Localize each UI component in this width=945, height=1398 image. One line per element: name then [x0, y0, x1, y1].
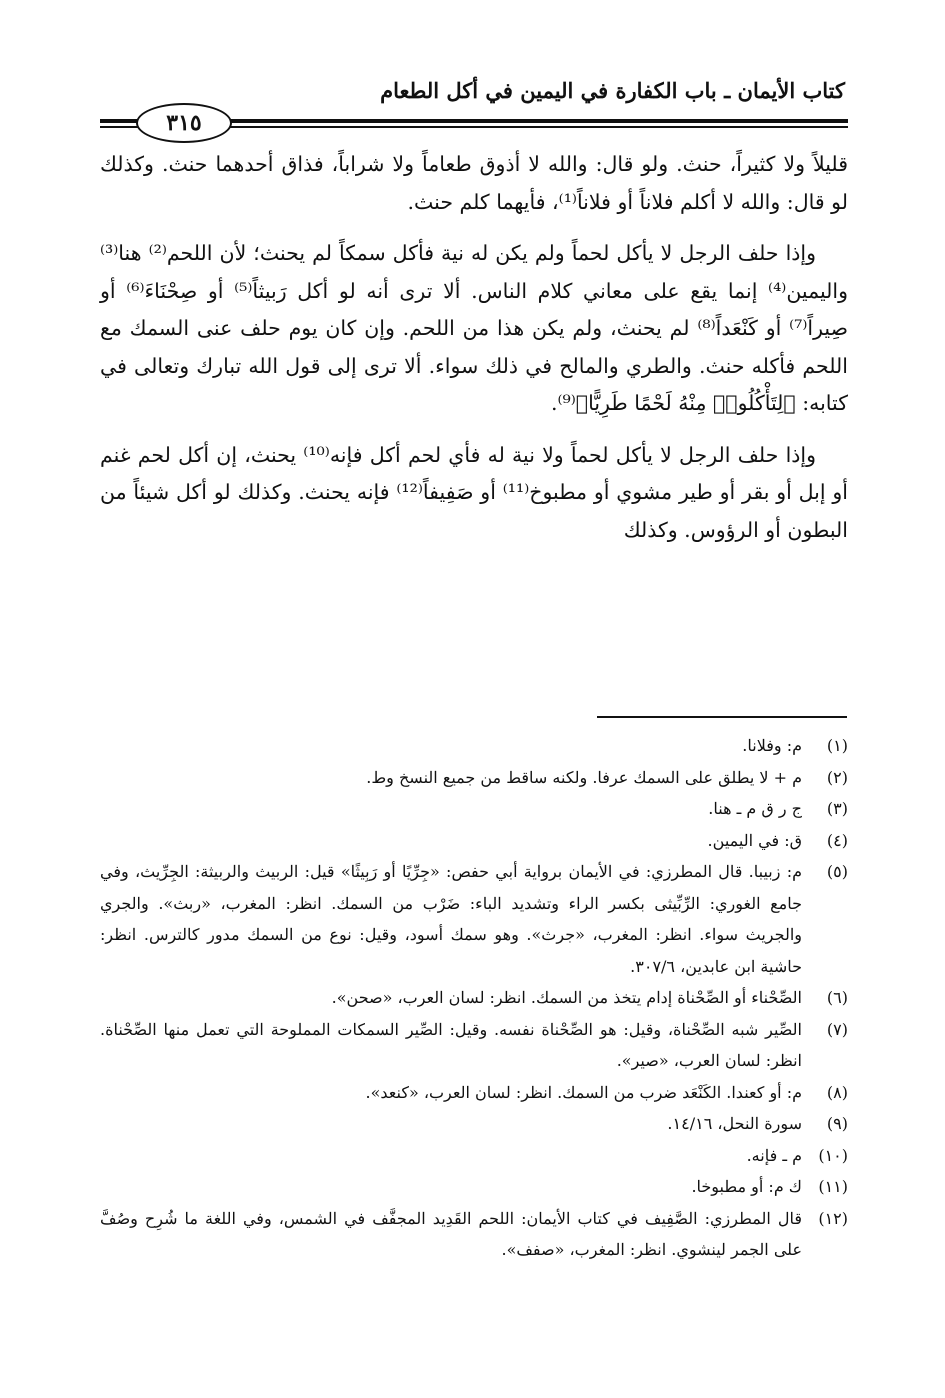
footnote-9: [100, 1108, 848, 1140]
footnote-7: [100, 1014, 848, 1077]
footnote-number: (٥): [826, 862, 848, 881]
footnote-number: (٣): [826, 799, 848, 818]
paragraph-1: قليلاً ولا كثيراً، حنث. ولو قال: والله لا أذوق طعاماً ولا شراباً، فذاق أحدهما حنث. وكذلك لو قال: والله لا أكلم فلاناً أو فلاناً⁽¹⁾، فأيهما كلم حنث.: [100, 152, 848, 214]
footnote-number: (٧): [826, 1019, 848, 1039]
footnote-12: [100, 1203, 848, 1266]
footnote-11: [100, 1171, 848, 1203]
footnote-text: ق: في اليمين.: [707, 830, 802, 850]
footnote-number: (١٠): [818, 1145, 848, 1165]
paragraph-2: وإذا حلف الرجل لا يأكل لحماً ولم يكن له نية فأكل سمكاً لم يحنث؛ لأن اللحم⁽²⁾ هنا⁽³⁾ واليمين⁽⁴⁾ إنما يقع على معاني كلام الناس. ألا ترى أنه لو أكل رَبيثاً⁽⁵⁾ أو صِحْنَاءَ⁽⁶⁾ أو صِيراً⁽⁷⁾ أو كَنْعَداً⁽⁸⁾ لم يحنث، ولم يكن هذا من اللحم. وإن كان يوم حلف عنى السمك مع اللحم فأكله حنث. والطري والمالح في ذلك سواء. ألا ترى إلى قول الله تبارك وتعالى في كتابه: ﴿لِتَأْكُلُوا۟ مِنْهُ لَحْمًا طَرِيًّا﴾⁽⁹⁾.: [100, 241, 848, 415]
page-number-oval: [136, 103, 232, 143]
footnote-1: [100, 730, 848, 762]
footnote-text: الصِّحْناء أو الصِّحْناة إدام يتخذ من السمك. انظر: لسان العرب، «صحن».: [331, 988, 802, 1007]
footnote-number: (١): [826, 736, 848, 755]
footnote-text: قال المطرزي: الصَّفِيف في كتاب الأيمان: اللحم القَدِيد المجفَّف في الشمس، وفي اللغة ما شُرِح وصُفَّ على الجمر لينشوي. انظر: المغرب، «صفف».: [100, 1208, 802, 1259]
footnote-text: م ـ فإنه.: [746, 1145, 802, 1165]
footnote-text: سورة النحل، ١٤/١٦.: [667, 1114, 802, 1133]
footnote-2: [100, 762, 848, 794]
footnote-number: (٢): [826, 767, 848, 787]
footnote-number: (١٢): [818, 1208, 848, 1228]
footnote-4: [100, 825, 848, 857]
page-number: ٣١٥: [166, 110, 202, 136]
footnotes: [100, 730, 848, 1266]
footnote-text: الصِّير شبه الصِّحْناة، وقيل: هو الصِّحْناة نفسه. وقيل: الصِّير السمكات المملوحة التي تعمل منها الصِّحْناة. انظر: لسان العرب، «صير».: [100, 1019, 802, 1070]
footnote-text: م: أو كعندا. الكَنْعَد ضرب من السمك. انظر: لسان العرب، «كنعد».: [365, 1082, 802, 1102]
footnote-separator: [597, 716, 847, 718]
footnote-6: [100, 982, 848, 1014]
footnote-number: (٨): [826, 1082, 848, 1102]
footnote-number: (١١): [818, 1177, 848, 1196]
footnote-text: ج ر ق م ـ هنا.: [708, 799, 802, 818]
running-header-title: كتاب الأيمان ـ باب الكفارة في اليمين في أكل الطعام: [380, 78, 845, 103]
footnote-8: [100, 1077, 848, 1109]
footnote-text: م: زبيبا. قال المطرزي: في الأيمان برواية أبي حفص: «جِرِّيًا أو رَبِيثًا» قيل: الربيث والربيثة: الجِرِّيث، وفي جامع الغوري: الرِّبِّيثى بكسر الراء وتشديد الباء: ضَرْب من السمك. انظر: المغرب، «ربث». والجري والجريث سواء. انظر: المغرب، «جرث». وهو سمك أسود، وقيل: نوع من السمك مدور كالترس. انظر: حاشية ابن عابدين، ٣٠٧/٦.: [100, 862, 802, 976]
footnote-5: [100, 856, 848, 982]
footnote-text: ك م: أو مطبوخا.: [691, 1177, 802, 1196]
footnote-number: (٤): [826, 830, 848, 850]
footnote-10: [100, 1140, 848, 1172]
footnote-3: [100, 793, 848, 825]
footnote-text: م: وفلانا.: [742, 736, 802, 755]
paragraph-3: وإذا حلف الرجل لا يأكل لحماً ولا نية له فأي لحم أكل فإنه⁽¹⁰⁾ يحنث، إن أكل لحم غنم أو إبل أو بقر أو طير مشوي أو مطبوخ⁽¹¹⁾ أو صَفِيفاً⁽¹²⁾ فإنه يحنث. وكذلك لو أكل شيئاً من البطون أو الرؤوس. وكذلك: [100, 442, 848, 542]
main-text: [100, 146, 848, 563]
footnote-number: (٩): [826, 1114, 848, 1133]
footnote-text: م + لا يطلق على السمك عرفا. ولكنه ساقط من جميع النسخ وط.: [366, 767, 802, 787]
footnote-number: (٦): [826, 988, 848, 1007]
